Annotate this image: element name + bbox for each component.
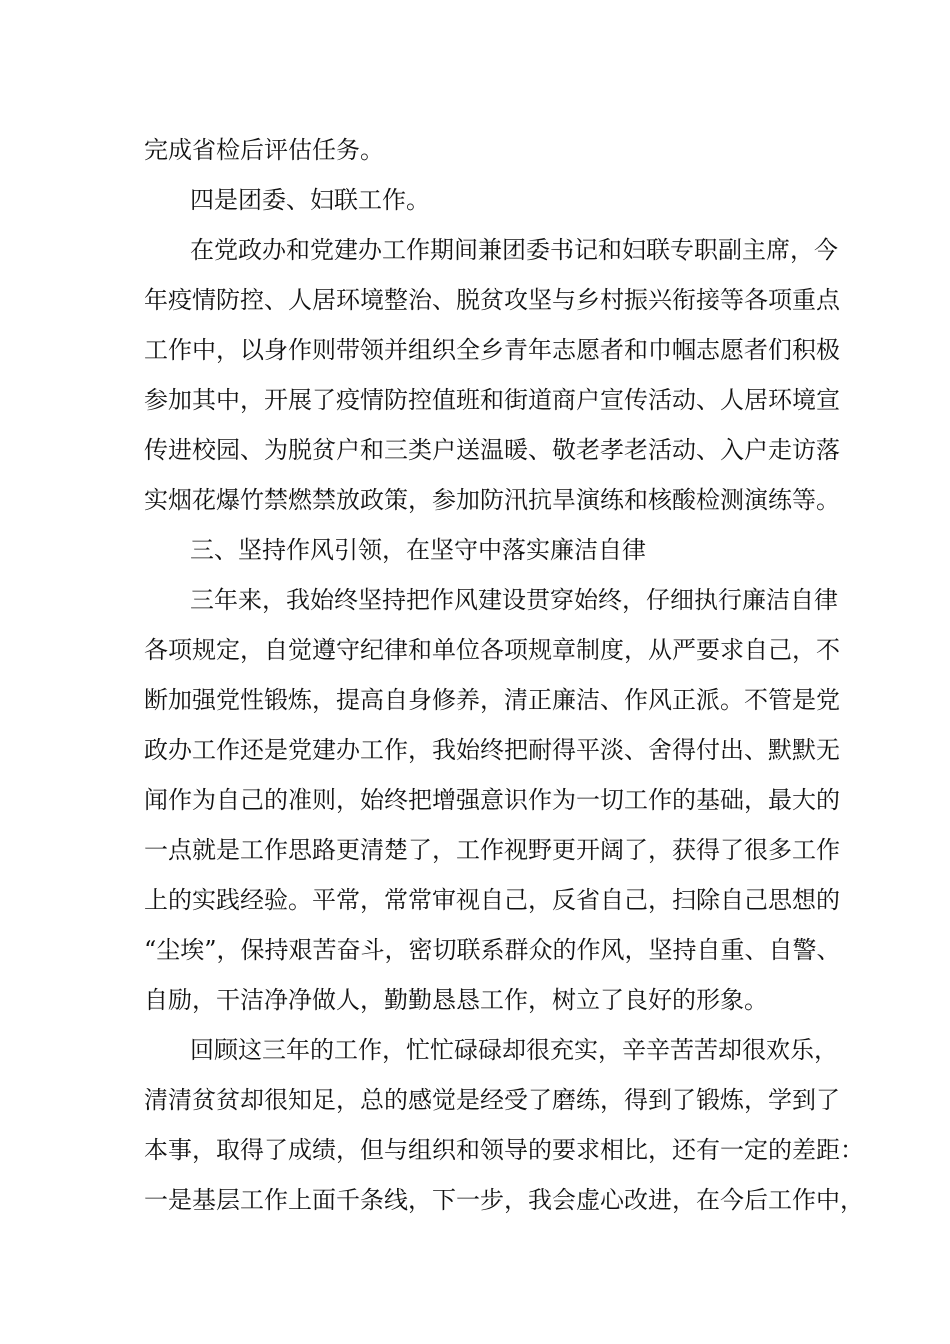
text-line: 在党政办和党建办工作期间兼团委书记和妇联专职副主席，今 [190,236,838,264]
text-line: 年疫情防控、人居环境整治、脱贫攻坚与乡村振兴衔接等各项重点 [144,286,840,314]
text-line: 清清贫贫却很知足，总的感觉是经受了磨练，得到了锻炼，学到了 [144,1086,840,1114]
text-line: 本事，取得了成绩，但与组织和领导的要求相比，还有一定的差距： [144,1136,864,1164]
text-line: 断加强党性锻炼，提高自身修养，清正廉洁、作风正派。不管是党 [144,686,840,714]
text-line: 各项规定，自觉遵守纪律和单位各项规章制度，从严要求自己，不 [144,636,840,664]
text-line: 上的实践经验。平常，常常审视自己，反省自己，扫除自己思想的 [144,886,840,914]
text-line: 一点就是工作思路更清楚了，工作视野更开阔了，获得了很多工作 [144,836,840,864]
text-line: 传进校园、为脱贫户和三类户送温暖、敬老孝老活动、入户走访落 [144,436,840,464]
text-line: 三年来，我始终坚持把作风建设贯穿始终，仔细执行廉洁自律 [190,586,838,614]
text-line: 实烟花爆竹禁燃禁放政策，参加防汛抗旱演练和核酸检测演练等。 [144,486,840,514]
text-line: 完成省检后评估任务。 [144,136,384,164]
text-line: 一是基层工作上面千条线，下一步，我会虚心改进，在今后工作中， [144,1186,864,1214]
section-heading: 三、坚持作风引领，在坚守中落实廉洁自律 [190,536,646,564]
text-line: 工作中，以身作则带领并组织全乡青年志愿者和巾帼志愿者们积极 [144,336,840,364]
text-line: “尘埃”，保持艰苦奋斗，密切联系群众的作风，坚持自重、自警、 [144,936,841,964]
text-line: 回顾这三年的工作，忙忙碌碌却很充实，辛辛苦苦却很欢乐， [190,1036,838,1064]
paragraph-heading: 四是团委、妇联工作。 [190,186,430,214]
text-line: 参加其中，开展了疫情防控值班和街道商户宣传活动、人居环境宣 [144,386,840,414]
text-line: 自励，干洁净净做人，勤勤恳恳工作，树立了良好的形象。 [144,986,768,1014]
text-line: 政办工作还是党建办工作，我始终把耐得平淡、舍得付出、默默无 [144,736,840,764]
text-line: 闻作为自己的准则，始终把增强意识作为一切工作的基础，最大的 [144,786,840,814]
